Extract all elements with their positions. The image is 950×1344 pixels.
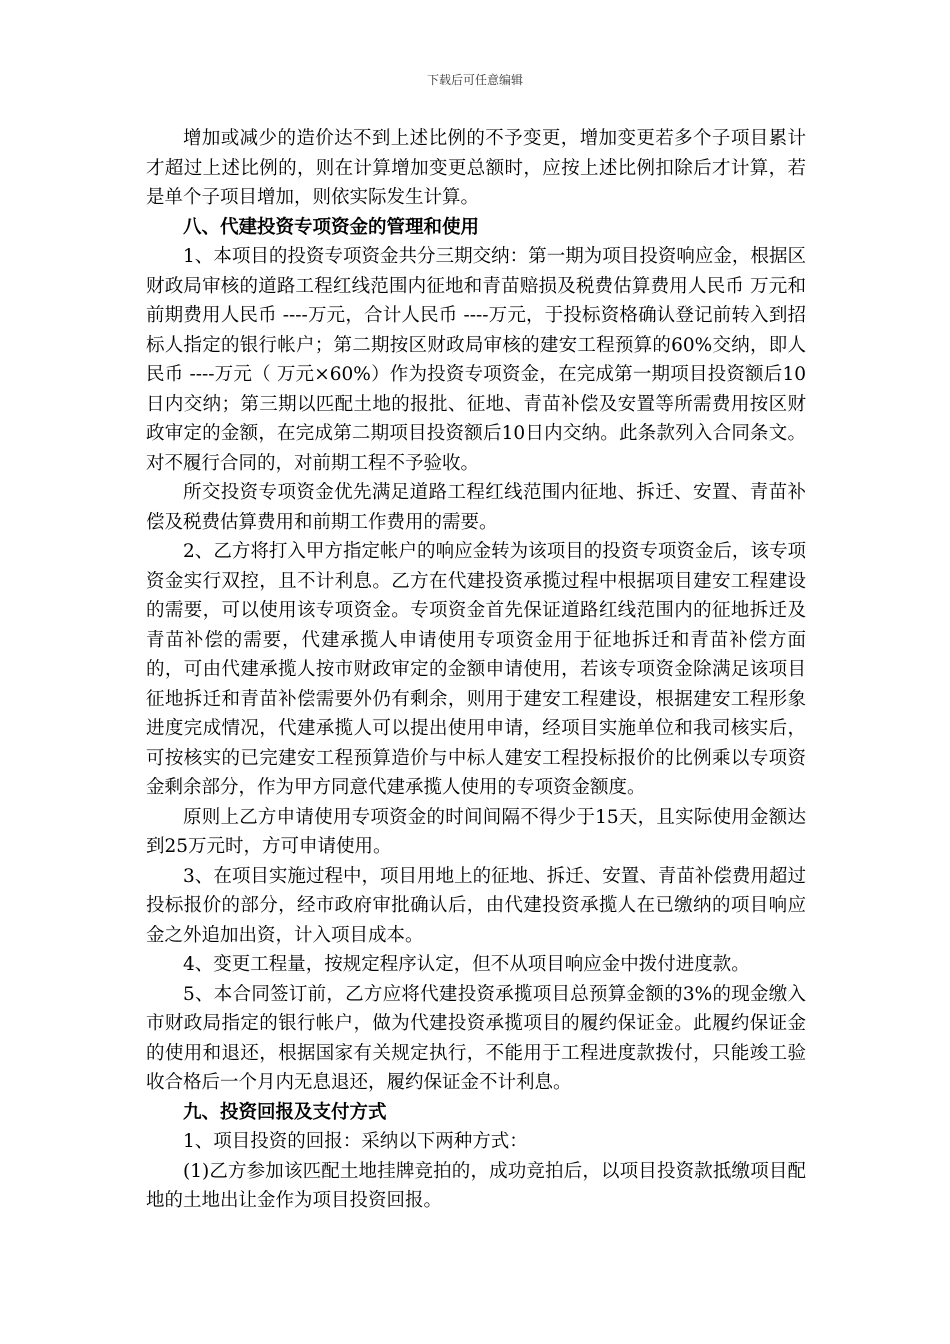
section-heading-8: 八、代建投资专项资金的管理和使用 xyxy=(183,216,480,238)
paragraph-application-interval: 原则上乙方申请使用专项资金的时间间隔不得少于15天，且实际使用金额达到25万元时，方可申请使用。 xyxy=(146,806,806,857)
paragraph-fund-priority: 所交投资专项资金优先满足道路工程红线范围内征地、拆迁、安置、青苗补偿及税费估算费用和前期工作费用的需要。 xyxy=(146,482,806,533)
paragraph-extra-costs: 3、在项目实施过程中，项目用地上的征地、拆迁、安置、青苗补偿费用超过投标报价的部分，经市政府审批确认后，由代建投资承揽人在已缴纳的项目响应金之外追加出资，计入项目成本。 xyxy=(146,865,806,946)
paragraph-fund-phases: 1、本项目的投资专项资金共分三期交纳：第一期为项目投资响应金，根据区财政局审核的道路工程红线范围内征地和青苗赔损及税费估算费用人民币 万元和前期费用人民币 ----万元，合计人民币 ----万元，于投标资格确认登记前转入到招标人指定的银行帐户；第二期按区财政局审核的建安工程预算的60%交纳，即人民币 ----万元（ 万元×60%）作为投资专项资金，在完成第一期项目投资额后10日内交纳；第三期以匹配土地的报批、征地、青苗补偿及安置等所需费用按区财政审定的金额，在完成第二期项目投资额后10日内交纳。此条款列入合同条文。对不履行合同的，对前期工程不予验收。 xyxy=(146,246,806,474)
paragraph-fund-control: 2、乙方将打入甲方指定帐户的响应金转为该项目的投资专项资金后，该专项资金实行双控，且不计利息。乙方在代建投资承揽过程中根据项目建安工程建设的需要，可以使用该专项资金。专项资金首先保证道路红线范围内的征地拆迁及青苗补偿的需要，代建承揽人申请使用专项资金用于征地拆迁和青苗补偿方面的，可由代建承揽人按市财政审定的金额申请使用，若该专项资金除满足该项目征地拆迁和青苗补偿需要外仍有剩余，则用于建安工程建设，根据建安工程形象进度完成情况，代建承揽人可以提出使用申请，经项目实施单位和我司核实后，可按核实的已完建安工程预算造价与中标人建安工程投标报价的比例乘以专项资金剩余部分，作为甲方同意代建承揽人使用的专项资金额度。 xyxy=(146,541,806,798)
paragraph-return-methods: 1、项目投资的回报：采纳以下两种方式： xyxy=(183,1131,528,1152)
paragraph-change-threshold: 增加或减少的造价达不到上述比例的不予变更，增加变更若多个子项目累计才超过上述比例的，则在计算增加变更总额时，应按上述比例扣除后才计算，若是单个子项目增加，则依实际发生计算。 xyxy=(146,128,806,208)
paragraph-return-method-1: (1)乙方参加该匹配土地挂牌竞拍的，成功竞拍后，以项目投资款抵缴项目配地的土地出让金作为项目投资回报。 xyxy=(146,1160,806,1211)
page-header: 下载后可任意编辑 xyxy=(426,73,523,87)
paragraph-quantity-change: 4、变更工程量，按规定程序认定，但不从项目响应金中拨付进度款。 xyxy=(183,954,750,975)
paragraph-performance-bond: 5、本合同签订前，乙方应将代建投资承揽项目总预算金额的3%的现金缴入 市财政局指定的银行帐户，做为代建投资承揽项目的履约保证金。此履约保证金的使用和退还，根据国家有关规定执行，不能用于工程进度款拨付，只能竣工验收合格后一个月内无息退还，履约保证金不计利息。 xyxy=(146,983,806,1093)
section-heading-9: 九、投资回报及支付方式 xyxy=(183,1101,387,1123)
document-body xyxy=(146,124,806,1216)
